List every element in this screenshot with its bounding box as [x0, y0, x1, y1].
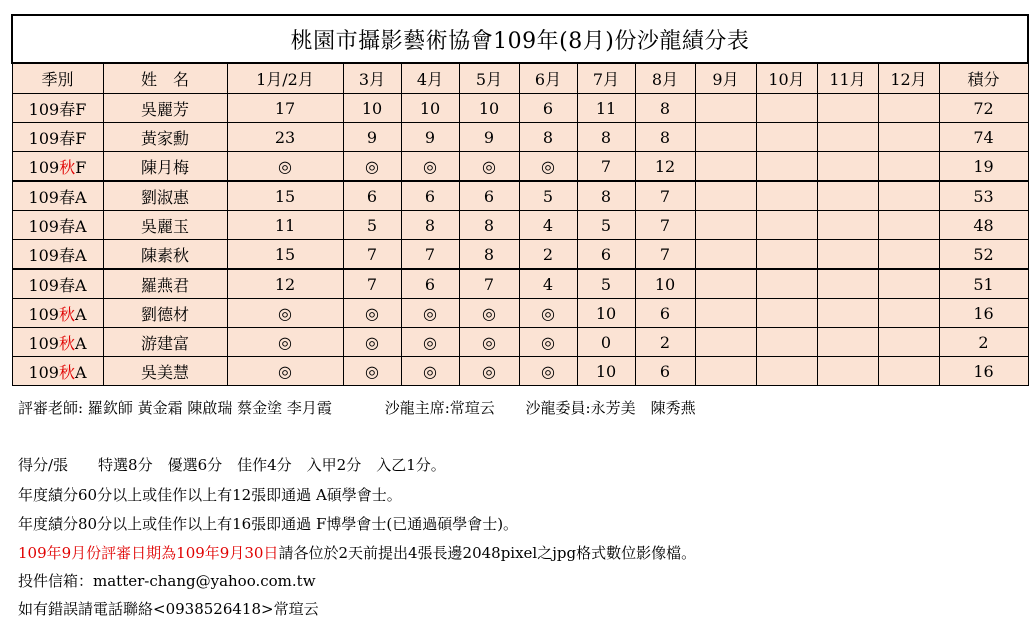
season-part: 109	[28, 99, 60, 119]
score-cell: 17	[227, 94, 343, 123]
score-cell: 8	[401, 211, 459, 240]
season-cell	[12, 357, 103, 386]
column-header: 12月	[878, 63, 939, 94]
score-cell: 6	[635, 357, 695, 386]
score-cell: ◎	[401, 328, 459, 357]
season-cell	[12, 123, 103, 152]
score-cell	[695, 357, 756, 386]
table-row	[12, 94, 1028, 123]
score-cell: 10	[401, 94, 459, 123]
score-cell	[756, 211, 817, 240]
salon-committee: 沙龍委員:永芳美 陳秀燕	[525, 399, 696, 417]
score-cell	[817, 240, 878, 270]
season-term: 春	[58, 187, 75, 207]
table-row	[12, 123, 1028, 152]
score-cell: ◎	[227, 357, 343, 386]
score-cell: 11	[577, 94, 635, 123]
score-cell: 6	[577, 240, 635, 270]
score-cell	[756, 240, 817, 270]
score-cell: 8	[577, 123, 635, 152]
score-cell: 5	[343, 211, 401, 240]
total-cell: 48	[939, 211, 1028, 240]
score-cell: ◎	[343, 152, 401, 182]
season-part: 109	[28, 333, 59, 353]
table-row	[12, 328, 1028, 357]
score-cell: 6	[401, 181, 459, 211]
score-cell: 6	[401, 269, 459, 299]
season-term: 秋	[59, 157, 76, 177]
score-cell: 7	[343, 240, 401, 270]
score-cell: 6	[343, 181, 401, 211]
table-row	[12, 211, 1028, 240]
column-header: 姓 名	[103, 63, 227, 94]
score-cell: 15	[227, 240, 343, 270]
score-cell: ◎	[519, 299, 577, 328]
score-cell	[817, 299, 878, 328]
column-header: 5月	[459, 63, 519, 94]
contact-line: 如有錯誤請電話聯絡<0938526418>常瑄云	[18, 600, 319, 618]
scoring-rule: 得分/張 特選8分 優選6分 佳作4分 入甲2分 入乙1分。	[18, 456, 446, 474]
deadline-instructions: 請各位於2天前提出4張長邊2048pixel之jpg格式數位影像檔。	[278, 544, 697, 562]
score-cell: ◎	[343, 357, 401, 386]
score-cell: ◎	[401, 357, 459, 386]
score-cell: 7	[635, 181, 695, 211]
total-cell: 52	[939, 240, 1028, 270]
score-cell: ◎	[519, 152, 577, 182]
score-cell	[756, 123, 817, 152]
score-cell	[756, 269, 817, 299]
score-cell	[817, 123, 878, 152]
score-cell: 10	[577, 357, 635, 386]
score-cell	[878, 123, 939, 152]
season-part: 109	[28, 245, 59, 265]
score-cell: 8	[459, 240, 519, 270]
score-cell: ◎	[459, 357, 519, 386]
season-term: 春	[58, 275, 75, 295]
score-cell: 4	[519, 211, 577, 240]
score-cell: 12	[227, 269, 343, 299]
score-cell	[817, 94, 878, 123]
score-cell	[756, 299, 817, 328]
name-cell: 劉淑惠	[103, 181, 227, 211]
header-row	[12, 63, 1028, 94]
score-cell: 5	[577, 269, 635, 299]
score-cell: ◎	[459, 152, 519, 182]
score-cell: ◎	[519, 328, 577, 357]
score-cell: ◎	[227, 328, 343, 357]
season-term: 秋	[58, 333, 75, 353]
column-header: 4月	[401, 63, 459, 94]
score-cell: 10	[577, 299, 635, 328]
score-cell: 8	[635, 94, 695, 123]
column-header: 1月/2月	[227, 63, 343, 94]
column-header: 積分	[939, 63, 1028, 94]
score-cell: 9	[343, 123, 401, 152]
table-row	[12, 152, 1028, 182]
season-part: 109	[28, 275, 59, 295]
score-cell: 8	[459, 211, 519, 240]
total-cell: 53	[939, 181, 1028, 211]
season-part: 109	[28, 304, 59, 324]
score-cell	[817, 152, 878, 182]
season-term: 春	[59, 128, 76, 148]
season-cell	[12, 299, 103, 328]
season-part: F	[75, 99, 87, 119]
score-cell: 6	[519, 94, 577, 123]
score-cell: ◎	[459, 328, 519, 357]
score-cell: 2	[635, 328, 695, 357]
submission-email: 投件信箱：matter-chang@yahoo.com.tw	[18, 572, 316, 590]
score-cell	[756, 94, 817, 123]
name-cell: 吳麗芳	[103, 94, 227, 123]
score-cell	[878, 299, 939, 328]
score-cell	[695, 181, 756, 211]
season-part: F	[75, 128, 87, 148]
score-cell	[695, 240, 756, 270]
score-cell: 7	[459, 269, 519, 299]
judges-list: 評審老師: 羅欽師 黃金霜 陳啟瑞 蔡金塗 李月霞	[18, 399, 332, 417]
score-cell: 7	[635, 211, 695, 240]
score-cell: 12	[635, 152, 695, 182]
column-header: 11月	[817, 63, 878, 94]
name-cell: 黃家勳	[103, 123, 227, 152]
table-row	[12, 269, 1028, 299]
score-cell: ◎	[343, 299, 401, 328]
season-part: A	[75, 245, 87, 265]
deadline-line	[18, 542, 696, 563]
season-part: A	[75, 216, 87, 236]
score-cell	[695, 269, 756, 299]
score-cell: 11	[227, 211, 343, 240]
score-cell: 7	[401, 240, 459, 270]
season-cell	[12, 152, 103, 182]
season-part: A	[75, 362, 87, 382]
score-cell	[756, 181, 817, 211]
season-part: 109	[28, 362, 59, 382]
score-cell	[878, 152, 939, 182]
season-cell	[12, 269, 103, 299]
score-cell: 4	[519, 269, 577, 299]
column-header: 8月	[635, 63, 695, 94]
table-row	[12, 357, 1028, 386]
score-cell	[695, 123, 756, 152]
season-part: A	[75, 187, 87, 207]
column-header: 9月	[695, 63, 756, 94]
score-cell	[695, 94, 756, 123]
season-cell	[12, 328, 103, 357]
judges-line	[18, 397, 696, 418]
score-cell: 9	[401, 123, 459, 152]
score-cell: 5	[577, 211, 635, 240]
table-row	[12, 181, 1028, 211]
score-cell: ◎	[519, 357, 577, 386]
score-cell	[817, 357, 878, 386]
column-header: 季別	[12, 63, 103, 94]
score-cell: 10	[459, 94, 519, 123]
season-term: 春	[59, 99, 76, 119]
score-cell: 8	[577, 181, 635, 211]
season-part: A	[75, 333, 87, 353]
score-cell	[878, 181, 939, 211]
season-part: F	[75, 157, 87, 177]
score-cell: ◎	[459, 299, 519, 328]
total-cell: 19	[939, 152, 1028, 182]
score-cell	[878, 240, 939, 270]
name-cell: 游建富	[103, 328, 227, 357]
score-cell	[878, 94, 939, 123]
score-cell: 10	[343, 94, 401, 123]
score-cell	[756, 328, 817, 357]
score-cell: 6	[459, 181, 519, 211]
season-cell	[12, 94, 103, 123]
column-header: 6月	[519, 63, 577, 94]
score-cell: 23	[227, 123, 343, 152]
season-term: 秋	[58, 304, 75, 324]
season-part: A	[75, 275, 87, 295]
name-cell: 吳麗玉	[103, 211, 227, 240]
name-cell: 吳美慧	[103, 357, 227, 386]
season-part: A	[75, 304, 87, 324]
score-cell: 9	[459, 123, 519, 152]
score-cell: ◎	[227, 152, 343, 182]
score-cell: ◎	[401, 152, 459, 182]
score-cell	[878, 269, 939, 299]
total-cell: 16	[939, 299, 1028, 328]
season-term: 春	[58, 216, 75, 236]
score-cell	[878, 328, 939, 357]
score-cell	[756, 152, 817, 182]
column-header: 7月	[577, 63, 635, 94]
score-cell: 0	[577, 328, 635, 357]
score-cell	[695, 211, 756, 240]
score-cell: 7	[635, 240, 695, 270]
score-cell: 8	[635, 123, 695, 152]
name-cell: 陳素秋	[103, 240, 227, 270]
season-part: 109	[28, 216, 59, 236]
score-cell: ◎	[401, 299, 459, 328]
score-table	[11, 14, 1029, 386]
total-cell: 2	[939, 328, 1028, 357]
score-cell	[817, 328, 878, 357]
score-cell	[695, 299, 756, 328]
season-cell	[12, 181, 103, 211]
total-cell: 72	[939, 94, 1028, 123]
name-cell: 劉德材	[103, 299, 227, 328]
score-cell	[695, 328, 756, 357]
score-cell	[695, 152, 756, 182]
season-cell	[12, 240, 103, 270]
table-row	[12, 240, 1028, 270]
score-cell: 6	[635, 299, 695, 328]
score-cell: ◎	[343, 328, 401, 357]
season-part: 109	[28, 157, 60, 177]
score-cell	[878, 211, 939, 240]
score-cell: 5	[519, 181, 577, 211]
score-cell: 7	[577, 152, 635, 182]
column-header: 3月	[343, 63, 401, 94]
score-cell	[817, 269, 878, 299]
deadline-date: 109年9月份評審日期為109年9月30日	[18, 544, 279, 562]
table-row	[12, 299, 1028, 328]
season-part: 109	[28, 187, 59, 207]
score-cell: 10	[635, 269, 695, 299]
f-rule: 年度績分80分以上或佳作以上有16張即通過 F博學會士(已通過碩學會士)。	[18, 515, 519, 533]
salon-chair: 沙龍主席:常瑄云	[384, 399, 495, 417]
score-cell	[817, 211, 878, 240]
season-part: 109	[28, 128, 60, 148]
column-header: 10月	[756, 63, 817, 94]
score-cell: ◎	[227, 299, 343, 328]
score-cell	[817, 181, 878, 211]
total-cell: 16	[939, 357, 1028, 386]
score-cell	[878, 357, 939, 386]
table-body	[12, 94, 1028, 386]
score-cell: 2	[519, 240, 577, 270]
table-title: 桃園市攝影藝術協會109年(8月)份沙龍績分表	[12, 15, 1028, 63]
season-cell	[12, 211, 103, 240]
season-term: 秋	[58, 362, 75, 382]
total-cell: 51	[939, 269, 1028, 299]
score-cell	[756, 357, 817, 386]
name-cell: 陳月梅	[103, 152, 227, 182]
season-term: 春	[58, 245, 75, 265]
total-cell: 74	[939, 123, 1028, 152]
score-cell: 8	[519, 123, 577, 152]
a-rule: 年度績分60分以上或佳作以上有12張即通過 A碩學會士。	[18, 486, 402, 504]
score-cell: 7	[343, 269, 401, 299]
score-cell: 15	[227, 181, 343, 211]
name-cell: 羅燕君	[103, 269, 227, 299]
